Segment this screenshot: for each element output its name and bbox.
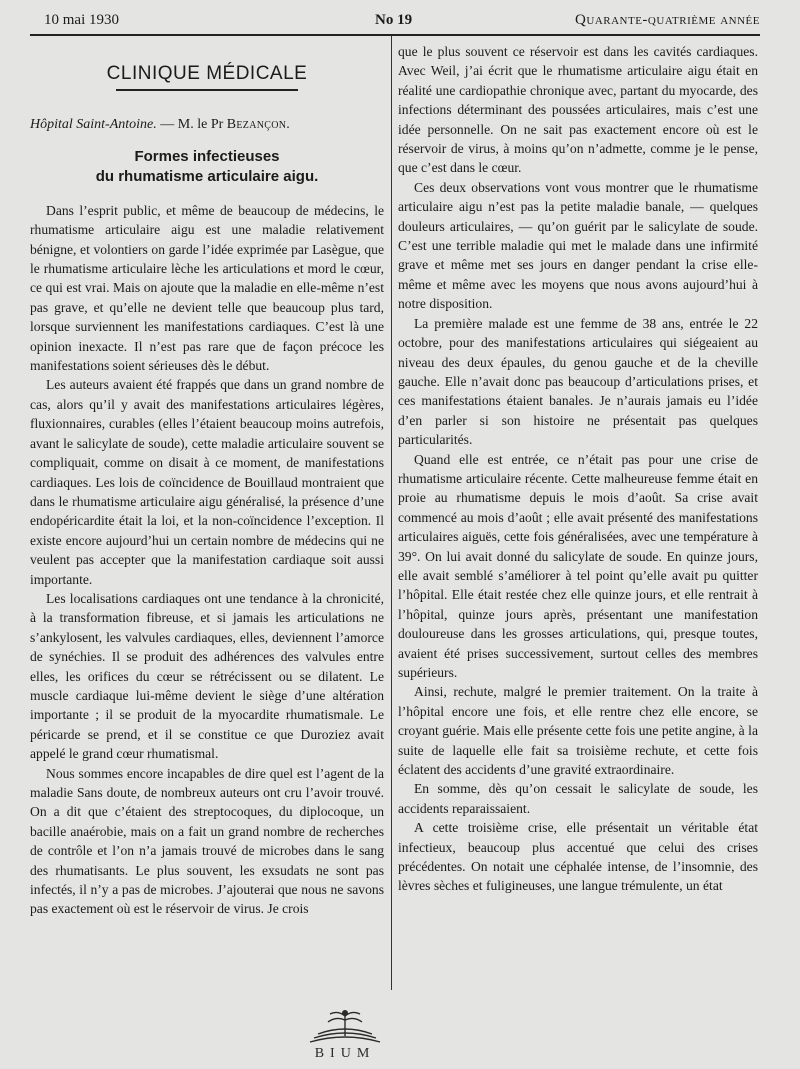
article-title-line2: du rhumatisme articulaire aigu. xyxy=(95,167,319,185)
paragraph: Les auteurs avaient été frappés que dans un grand nombre de cas, alors qu’il y avait des manifestations articulaires légères, fluxionnaires, curables (elles l’étaient beaucoup moins autrefois, avant le salicylate de soude), cette maladie articulaire souvent se compliquait, comme on disait à ce moment, de manifestations cardiaques. Les lois de coïncidence de Bouillaud montraient que dans le rhumatisme articulaire aigu généralisé, la présence d’une endopéricardite était la loi, et la non-coïncidence l’exception. Il existe encore aujourd’hui un certain nombre de médecins qui ne veulent pas accepter que la manifestation cardiaque soit aussi importante. xyxy=(30,377,384,587)
section-title-rule xyxy=(116,89,298,91)
article-title xyxy=(30,147,384,187)
bium-logo-text: BIUM xyxy=(314,1046,376,1061)
bium-book-logo-icon xyxy=(300,1006,390,1046)
header-rule xyxy=(30,34,760,36)
paragraph: La première malade est une femme de 38 ans, entrée le 22 octobre, pour des manifestations articulaires qui siégeaient au niveau des deux épaules, du genou gauche et de la cheville gauche. Elle n’avait donc pas beaucoup d’articulations prises, et ces manifestations étaient banales. Je n’aurais jamais eu l’idée d’en parler si son histoire ne présentait pas quelques particularités. xyxy=(398,315,758,448)
paragraph: Quand elle est entrée, ce n’était pas pour une crise de rhumatisme articulaire récente. Cette malheureuse femme était en proie au rhumatisme depuis le mois d’août. Sa crise avait commencé au mois d’août ; elle avait présenté des manifestations articulaires aiguës, cette fois généralisées, avec une température à 39°. On lui avait donné du salicylate de soude. En quinze jours, elle avait semblé s’améliorer à tel point qu’elle avait pu quitter l’hôpital. Elle était restée chez elle quinze jours, et elle rentrait à l’hôpital, quinze jours après, présentant une manifestation douloureuse dans les grosses articulations, qui, presque toutes, avaient été prises successivement, surtout celles des membres supérieurs. xyxy=(398,451,758,680)
left-column xyxy=(30,44,384,919)
issue-year: Quarante-quatrième année xyxy=(575,12,760,28)
column-divider xyxy=(391,36,392,990)
right-column xyxy=(398,42,758,896)
article-title-line1: Formes infectieuses xyxy=(134,147,280,165)
paragraph: que le plus souvent ce réservoir est dans les cavités cardiaques. Avec Weil, j’ai écrit que le rhumatisme articulaire aigu était en réalité une cardiopathie chronique avec, partant du myocarde, des infections déterminant des poussées articulaires, mais c’est une idée personnelle. On ne sait pas exactement encore où est le réservoir de virus, à moins qu’on n’admette, comme je le pense, que c’est dans le cœur. xyxy=(398,44,758,176)
professor-name: Bezançon. xyxy=(226,117,291,133)
paragraph: Nous sommes encore incapables de dire quel est l’agent de la maladie Sans doute, de nombreux auteurs ont cru l’avoir trouvé. On a dit que c’étaient des streptocoques, du diplocoque, un bacille anaérobie, mais on a fait un grand nombre de recherches de contrôle et l’on n’a jamais trouvé de microbes dans le sang des rhumatisants. Le plus souvent, les exsudats ne sont pas infectés, il n’y a pas de microbes. J’ajouterai que nous ne savons pas exactement où est le réservoir de virus. Je crois xyxy=(30,765,384,917)
issue-number: No 19 xyxy=(375,12,413,28)
bium-logo xyxy=(300,1006,390,1064)
hospital-dash: — M. le Pr xyxy=(156,117,227,133)
paragraph: Ces deux observations vont vous montrer que le rhumatisme articulaire aigu n’est pas la petite maladie banale, — quelques douleurs articulaires, — qu’on guérit par le salicylate de soude. C’est une terrible maladie qui met le malade dans une infirmité grave et même met ses jours en danger pendant la crise elle-même et même avec les moyens que nous avons aujourd’hui à notre disposition. xyxy=(398,179,758,312)
paragraph: Dans l’esprit public, et même de beaucoup de médecins, le rhumatisme articulaire aigu est une maladie relativement bénigne, et volontiers on garde l’idée exprimée par Lasègue, que le rhumatisme articulaire lèche les articulations et mord le cœur, ce qui est vrai. Mais on ajoute que la maladie en elle-même n’est pas grave, et qu’elle ne devient telle que beaucoup plus tard, lorsque surviennent les manifestations cardiaques. C’est là une opinion inexacte. Il n’est pas rare que de façon précoce les manifestations soient sérieuses dès le début. xyxy=(30,202,384,374)
hospital-line xyxy=(30,115,384,134)
paragraph: Ainsi, rechute, malgré le premier traitement. On la traite à l’hôpital encore une fois, et elle rentre chez elle encore, se croyant guérie. Mais elle présente cette fois une petite angine, à la suite de laquelle elle fait sa troisième rechute, et cette fois éclatent des accidents d’une gravité extraordinaire. xyxy=(398,684,758,778)
page-header xyxy=(30,8,760,32)
paragraph: A cette troisième crise, elle présentait un véritable état infectieux, beaucoup plus accentué que celui des crises précédentes. On notait une céphalée intense, de l’insomnie, des lèvres sèches et fuligineuses, une langue trémulente, un état xyxy=(398,820,758,894)
paragraph: Les localisations cardiaques ont une tendance à la chronicité, à la transformation fibreuse, et si jamais les articulations ne s’ankylosent, les valvules cardiaques, elles, deviennent l’amorce de synéchies. Il se produit des adhérences des valvules entre elles, les orifices du cœur se rétrécissent ou se dilatent. Le muscle cardiaque lui-même devient le siège d’une altération importante ; il se produit de la myocardite rhumatismale. Le péricarde se prend, et il se constitue ce que Duroziez avait appelé le grand cœur rhumatismal. xyxy=(30,590,384,762)
issue-date: 10 mai 1930 xyxy=(44,12,119,28)
hospital-name: Hôpital Saint-Antoine. xyxy=(30,117,157,133)
section-title: CLINIQUE MÉDICALE xyxy=(106,63,308,84)
paragraph: En somme, dès qu’on cessait le salicylate de soude, les accidents reparaissaient. xyxy=(398,781,758,816)
